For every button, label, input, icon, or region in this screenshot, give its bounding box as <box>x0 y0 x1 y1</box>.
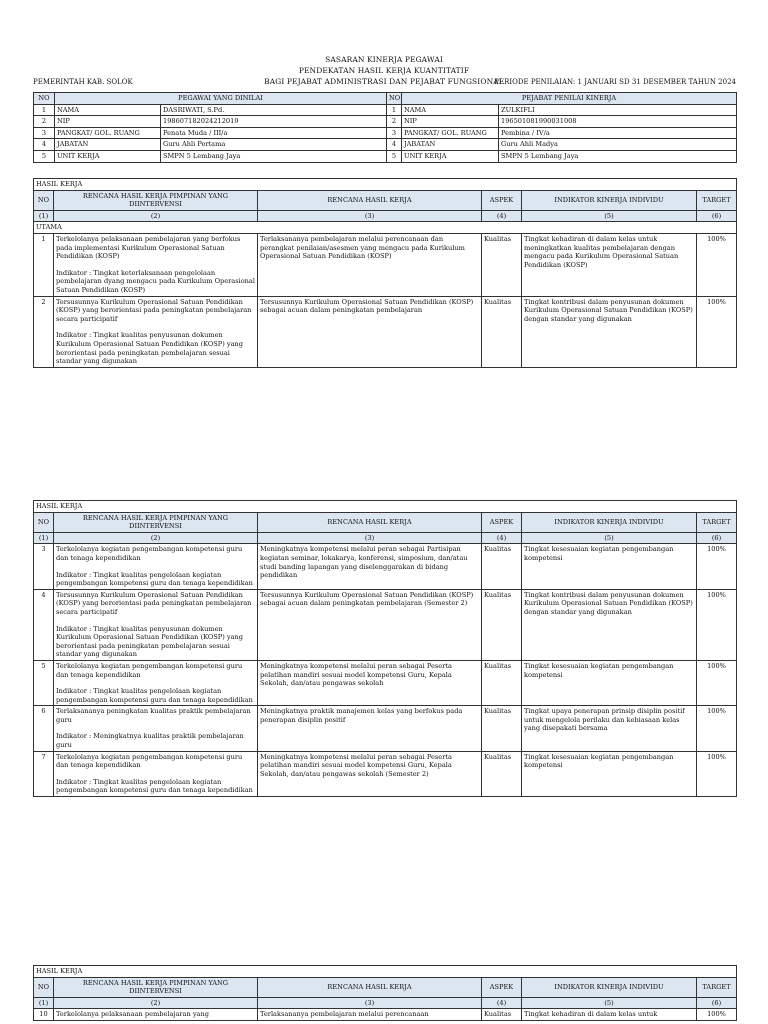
colnum: (1) <box>34 997 54 1009</box>
info-row-number: 1 <box>34 104 55 116</box>
info-row-number: 5 <box>34 150 55 162</box>
work-plan-text: Terlaksananya pembelajaran melalui perencanaan dan perangkat penilaian/asesmen yang mengacu pada Kurikulum Operasional Satuan Pendidikan (KOSP) <box>258 233 482 296</box>
row-number: 1 <box>34 233 54 296</box>
colnum: (3) <box>258 210 482 222</box>
header-title: SASARAN KINERJA PEGAWAI <box>325 55 443 64</box>
leader-plan-indicator: Indikator : Tingkat kualitas pengelolaan kegiatan pengembangan kompetensi guru dan tenaga kependidikan <box>56 777 253 795</box>
aspect-value: Kualitas <box>482 706 522 751</box>
section-title: HASIL KERJA <box>34 179 737 191</box>
colnum: (2) <box>54 997 258 1009</box>
target-value: 100% <box>697 1009 737 1021</box>
info-field-label: UNIT KERJA <box>402 150 499 162</box>
info-field-label: NIP <box>55 116 161 128</box>
target-value: 100% <box>697 233 737 296</box>
work-plan-text: Meningkatnya kompetensi melalui peran sebagai Partisipan kegiatan seminar, lokakarya, konferensi, simposium, dan/atau studi banding lapangan yang diselenggarakan di bidang pendidikan <box>258 544 482 589</box>
colnum: (2) <box>54 210 258 222</box>
assessed-employee-value: Guru Ahli Pertama <box>161 139 387 151</box>
colnum: (3) <box>258 997 482 1009</box>
col-aspect: ASPEK <box>482 190 522 210</box>
leader-plan-cell <box>54 544 258 589</box>
work-results-table-1 <box>33 178 737 368</box>
colnum: (2) <box>54 532 258 544</box>
leader-plan-cell <box>54 296 258 367</box>
colnum: (6) <box>697 997 737 1009</box>
info-row <box>34 104 737 116</box>
appraiser-value: ZULKIFLI <box>499 104 737 116</box>
col-no: NO <box>34 977 54 997</box>
col-leader-plan: RENCANA HASIL KERJA PIMPINAN YANG DIINTERVENSI <box>54 512 258 532</box>
leader-plan-text: Tersusunnya Kurikulum Operasional Satuan Pendidikan (KOSP) yang berorientasi pada peningkatan pembelajaran secara participatif <box>56 590 252 616</box>
indicator-text: Tingkat kesesuaian kegiatan pengembangan kompetensi <box>522 751 697 796</box>
colnum: (1) <box>34 532 54 544</box>
appraiser-value: 196501081990031008 <box>499 116 737 128</box>
colnum: (5) <box>522 532 697 544</box>
leader-plan-cell <box>54 751 258 796</box>
row-number: 6 <box>34 706 54 751</box>
info-row <box>34 150 737 162</box>
col-no: NO <box>34 512 54 532</box>
work-result-row <box>34 706 737 751</box>
info-row-number: 2 <box>387 116 402 128</box>
info-row <box>34 127 737 139</box>
indicator-text: Tingkat kehadiran di dalam kelas untuk <box>522 1009 697 1021</box>
row-number: 7 <box>34 751 54 796</box>
header-subtitle: PENDEKATAN HASIL KERJA KUANTITATIF <box>298 66 470 75</box>
row-number: 3 <box>34 544 54 589</box>
target-value: 100% <box>697 706 737 751</box>
assessed-employee-value: SMPN 5 Lembang Jaya <box>161 150 387 162</box>
info-row <box>34 139 737 151</box>
info-no-header: NO <box>34 93 55 105</box>
colnum: (4) <box>482 997 522 1009</box>
info-row-number: 4 <box>387 139 402 151</box>
leader-plan-cell <box>54 706 258 751</box>
work-result-row <box>34 296 737 367</box>
assessed-employee-value: 198607182024212019 <box>161 116 387 128</box>
work-results-table-2 <box>33 500 737 797</box>
aspect-value: Kualitas <box>482 660 522 705</box>
colnum: (6) <box>697 210 737 222</box>
row-number: 10 <box>34 1009 54 1021</box>
row-number: 5 <box>34 660 54 705</box>
info-row-number: 3 <box>387 127 402 139</box>
work-plan-text: Meningkatnya kompetensi melalui peran sebagai Peserta pelatihan mandiri sesuai model kompetensi Guru, Kepala Sekolah, dan/atau pengawas sekolah <box>258 660 482 705</box>
colnum: (1) <box>34 210 54 222</box>
aspect-value: Kualitas <box>482 1009 522 1021</box>
col-target: TARGET <box>697 977 737 997</box>
info-field-label: JABATAN <box>402 139 499 151</box>
col-indicator: INDIKATOR KINERJA INDIVIDU <box>522 977 697 997</box>
info-field-label: NAMA <box>402 104 499 116</box>
assessed-employee-value: DASRIWATI, S.Pd. <box>161 104 387 116</box>
colnum: (5) <box>522 210 697 222</box>
colnum: (6) <box>697 532 737 544</box>
col-indicator: INDIKATOR KINERJA INDIVIDU <box>522 512 697 532</box>
work-results-table-3 <box>33 965 737 1021</box>
colnum: (4) <box>482 532 522 544</box>
info-row-number: 5 <box>387 150 402 162</box>
main-section-label: UTAMA <box>34 222 737 234</box>
leader-plan-indicator: Indikator : Tingkat keterlaksanaan pengelolaan pembelajaran dyang mengacu pada Kurikulum Operasional Satuan Pendidikan (KOSP) <box>56 268 255 294</box>
leader-plan-text: Terlaksananya peningkatan kualitas praktik pembelajaran guru <box>56 707 251 724</box>
indicator-text: Tingkat kesesuaian kegiatan pengembangan kompetensi <box>522 660 697 705</box>
indicator-text: Tingkat upaya penerapan prinsip disiplin positif untuk mengelola perilaku dan kebiasaan kelas yang disepakati bersama <box>522 706 697 751</box>
work-result-row <box>34 1009 737 1021</box>
appraiser-value: Pembina / IV/a <box>499 127 737 139</box>
colnum: (3) <box>258 532 482 544</box>
info-field-label: NAMA <box>55 104 161 116</box>
target-value: 100% <box>697 751 737 796</box>
info-field-label: UNIT KERJA <box>55 150 161 162</box>
appraiser-value: Guru Ahli Madya <box>499 139 737 151</box>
indicator-text: Tingkat kontribusi dalam penyusunan dokumen Kurikulum Operasional Satuan Pendidikan (KOSP) dengan standar yang digunakan <box>522 589 697 660</box>
col-leader-plan: RENCANA HASIL KERJA PIMPINAN YANG DIINTERVENSI <box>54 977 258 997</box>
col-no: NO <box>34 190 54 210</box>
colnum: (5) <box>522 997 697 1009</box>
col-work-plan: RENCANA HASIL KERJA <box>258 977 482 997</box>
leader-plan-cell <box>54 589 258 660</box>
leader-plan-text: Terkelolanya kegiatan pengembangan kompetensi guru dan tenaga kependidikan <box>56 661 243 679</box>
col-work-plan: RENCANA HASIL KERJA <box>258 190 482 210</box>
info-field-label: PANGKAT/ GOL. RUANG <box>55 127 161 139</box>
leader-plan-text: Terkelolanya kegiatan pengembangan kompetensi guru dan tenaga kependidikan <box>56 752 243 770</box>
col-target: TARGET <box>697 512 737 532</box>
section-title: HASIL KERJA <box>34 966 737 978</box>
aspect-value: Kualitas <box>482 233 522 296</box>
employee-info-table <box>33 92 737 163</box>
col-indicator: INDIKATOR KINERJA INDIVIDU <box>522 190 697 210</box>
indicator-text: Tingkat kesesuaian kegiatan pengembangan kompetensi <box>522 544 697 589</box>
leader-plan-cell <box>54 233 258 296</box>
aspect-value: Kualitas <box>482 544 522 589</box>
info-field-label: PANGKAT/ GOL. RUANG <box>402 127 499 139</box>
work-plan-text: Meningkatnya praktik manajemen kelas yang berfokus pada penerapan disiplin positif <box>258 706 482 751</box>
indicator-text: Tingkat kehadiran di dalam kelas untuk meningkatkan kualitas pembelajaran dengan mengacu pada Kurikulum Operasional Satuan Pendidikan (KOSP) <box>522 233 697 296</box>
col-aspect: ASPEK <box>482 512 522 532</box>
info-field-label: JABATAN <box>55 139 161 151</box>
row-number: 4 <box>34 589 54 660</box>
work-plan-text: Tersusunnya Kurikulum Operasional Satuan Pendidikan (KOSP) sebagai acuan dalam peningkatan pembelajaran <box>258 296 482 367</box>
appraiser-header: PEJABAT PENILAI KINERJA <box>402 93 737 105</box>
work-plan-text: Tersusunnya Kurikulum Operasional Satuan Pendidikan (KOSP) sebagai acuan dalam peningkatan pembelajaran (Semester 2) <box>258 589 482 660</box>
leader-plan-indicator: Indikator : Meningkatnya kualitas praktik pembelajaran guru <box>56 732 244 750</box>
row-number: 2 <box>34 296 54 367</box>
leader-plan-text: Terkelolanya kegiatan pengembangan kompetensi guru dan tenaga kependidikan <box>56 545 243 562</box>
target-value: 100% <box>697 660 737 705</box>
col-target: TARGET <box>697 190 737 210</box>
info-row-number: 4 <box>34 139 55 151</box>
target-value: 100% <box>697 589 737 660</box>
appraiser-value: SMPN 5 Lembang Jaya <box>499 150 737 162</box>
leader-plan-cell <box>54 660 258 705</box>
info-row-number: 1 <box>387 104 402 116</box>
aspect-value: Kualitas <box>482 751 522 796</box>
aspect-value: Kualitas <box>482 296 522 367</box>
col-leader-plan: RENCANA HASIL KERJA PIMPINAN YANG DIINTERVENSI <box>54 190 258 210</box>
target-value: 100% <box>697 544 737 589</box>
leader-plan-indicator: Indikator : Tingkat kualitas penyusunan dokumen Kurikulum Operasional Satuan Pendidikan (KOSP) yang berorientasi pada peningkatan pembelajaran sesuai standar yang digunakan <box>56 624 244 659</box>
agency-name: PEMERINTAH KAB. SOLOK <box>33 78 133 86</box>
leader-plan-text: Terkelolanya pelaksanaan pembelajaran yang berfokus pada implementasi Kurikulum Operasional Satuan Pendidikan (KOSP) <box>56 234 241 261</box>
assessed-employee-value: Penata Muda / III/a <box>161 127 387 139</box>
target-value: 100% <box>697 296 737 367</box>
aspect-value: Kualitas <box>482 589 522 660</box>
work-result-row <box>34 751 737 796</box>
info-row-number: 2 <box>34 116 55 128</box>
section-title: HASIL KERJA <box>34 501 737 513</box>
info-field-label: NIP <box>402 116 499 128</box>
work-plan-text: Meningkatnya kompetensi melalui peran sebagai Peserta pelatihan mandiri sesuai model kompetensi Guru, Kepala Sekolah, dan/atau pengawas sekolah (Semester 2) <box>258 751 482 796</box>
info-row-number: 3 <box>34 127 55 139</box>
colnum: (4) <box>482 210 522 222</box>
work-result-row <box>34 544 737 589</box>
work-result-row <box>34 660 737 705</box>
header-subtitle-2: BAGI PEJABAT ADMINISTRASI DAN PEJABAT FUNGSIONAL <box>264 77 504 86</box>
leader-plan-indicator: Indikator : Tingkat kualitas penyusunan dokumen Kurikulum Operasional Satuan Pendidikan (KOSP) yang berorientasi pada peningkatan pembelajaran sesuai standar yang digunakan <box>56 331 244 366</box>
info-no-header-2: NO <box>387 93 402 105</box>
leader-plan-indicator: Indikator : Tingkat kualitas pengelolaan kegiatan pengembangan kompetensi guru dan tenaga kependidikan <box>56 687 253 704</box>
work-result-row <box>34 589 737 660</box>
meta-row <box>33 78 736 86</box>
col-aspect: ASPEK <box>482 977 522 997</box>
leader-plan-text: Terkelolanya pelaksanaan pembelajaran yang <box>56 1010 209 1019</box>
assessed-employee-header: PEGAWAI YANG DINILAI <box>55 93 387 105</box>
leader-plan-text: Tersusunnya Kurikulum Operasional Satuan Pendidikan (KOSP) yang berorientasi pada peningkatan pembelajaran secara participatif <box>56 297 252 323</box>
col-work-plan: RENCANA HASIL KERJA <box>258 512 482 532</box>
leader-plan-cell <box>54 1009 258 1021</box>
work-plan-text: Terlaksananya pembelajaran melalui perencanaan <box>258 1009 482 1021</box>
assessment-period: PERIODE PENILAIAN: 1 JANUARI SD 31 DESEMBER TAHUN 2024 <box>494 78 736 86</box>
leader-plan-indicator: Indikator : Tingkat kualitas pengelolaan kegiatan pengembangan kompetensi guru dan tenaga kependidikan <box>56 570 253 588</box>
work-result-row <box>34 233 737 296</box>
indicator-text: Tingkat kontribusi dalam penyusunan dokumen Kurikulum Operasional Satuan Pendidikan (KOSP) dengan standar yang digunakan <box>522 296 697 367</box>
info-row <box>34 116 737 128</box>
